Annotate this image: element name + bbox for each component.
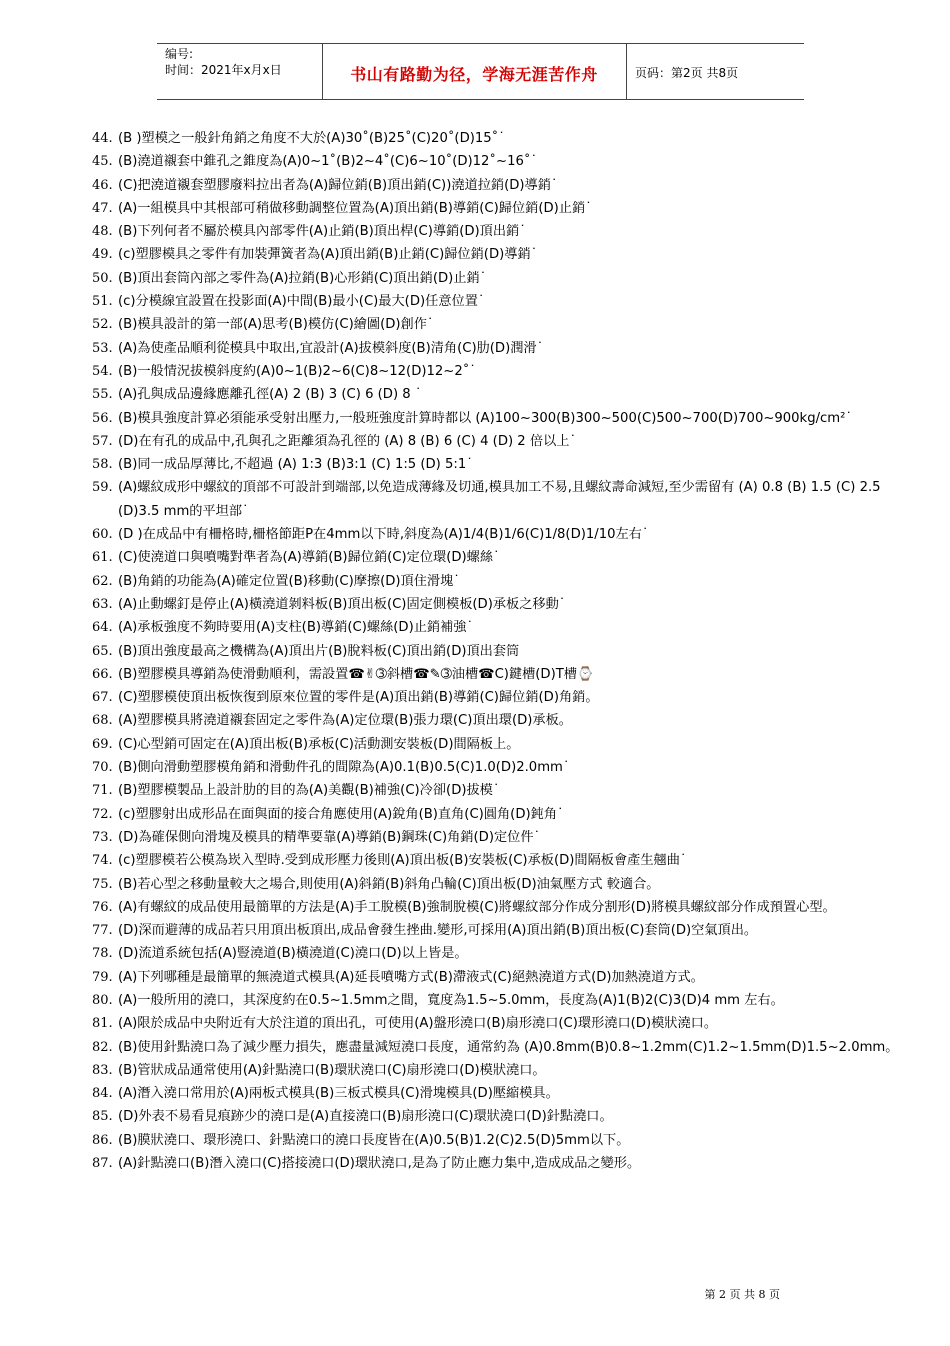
question-number: 72.	[92, 806, 113, 822]
question-text: (B)模具設計的第一部(A)思考(B)模仿(C)繪圖(D)創作˙	[118, 317, 434, 333]
question-item	[92, 849, 902, 872]
question-number: 80.	[92, 992, 113, 1008]
question-number: 65.	[92, 643, 113, 659]
question-item	[92, 593, 902, 616]
question-number: 69.	[92, 736, 113, 752]
question-item	[92, 709, 902, 732]
header-motto: 书山有路勤为径，学海无涯苦作舟	[350, 65, 598, 84]
header-divider	[626, 43, 627, 100]
question-number: 82.	[92, 1039, 113, 1055]
question-text: (B)模具強度計算必須能承受射出壓力,一般班強度計算時都以 (A)100~300(B)300~500(C)500~700(D)700~900kg/cm²˙	[118, 410, 852, 426]
question-item	[92, 1012, 902, 1035]
question-item	[92, 1129, 902, 1152]
question-number: 51.	[92, 294, 113, 310]
question-item	[92, 546, 902, 569]
question-item	[92, 942, 902, 965]
question-number: 73.	[92, 829, 113, 845]
question-item	[92, 220, 902, 243]
question-list	[92, 127, 902, 1175]
question-item	[92, 407, 902, 430]
question-text: (C)塑膠模使頂出板恢復到原來位置的零件是(A)頂出銷(B)導銷(C)歸位銷(D)角銷。	[118, 690, 599, 706]
header-page-info: 页码：第2页 共8页	[635, 66, 739, 80]
question-text: (A)螺紋成形中螺紋的頂部不可設計到端部,以免造成薄緣及切通,模具加工不易,且螺紋壽命減短,至少需留有 (A) 0.8 (B) 1.5 (C) 2.5 (D)3.5 mm的平坦部˙	[118, 480, 881, 519]
question-item	[92, 1036, 902, 1059]
question-text: (C)使澆道口與噴嘴對準者為(A)導銷(B)歸位銷(C)定位環(D)螺絲˙	[118, 550, 500, 566]
question-text: (A)止動螺釘是停止(A)橫澆道剝料板(B)頂出板(C)固定側模板(D)承板之移動˙	[118, 596, 566, 612]
question-text: (B)若心型之移動量較大之場合,則使用(A)斜銷(B)斜角凸輪(C)頂出板(D)油氣壓方式 較適合。	[118, 876, 660, 892]
question-text: (B)頂出套筒內部之零件為(A)拉銷(B)心形銷(C)頂出銷(D)止銷˙	[118, 270, 487, 286]
question-item	[92, 663, 902, 686]
question-text: (B)管狀成品通常使用(A)針點澆口(B)環狀澆口(C)扇形澆口(D)模狀澆口。	[118, 1062, 546, 1078]
question-item	[92, 756, 902, 779]
question-text: (D)在有孔的成品中,孔與孔之距離須為孔徑的 (A) 8 (B) 6 (C) 4 (D) 2 倍以上˙	[118, 433, 577, 449]
question-item	[92, 337, 902, 360]
question-number: 78.	[92, 946, 113, 962]
question-number: 59.	[92, 480, 113, 496]
question-text: (c)塑膠射出成形品在面與面的接合角應使用(A)銳角(B)直角(C)圓角(D)鈍角˙	[118, 806, 564, 822]
question-number: 63.	[92, 596, 113, 612]
question-number: 81.	[92, 1016, 113, 1032]
question-number: 67.	[92, 690, 113, 706]
question-number: 46.	[92, 177, 113, 193]
question-text: (B)頂出強度最高之機構為(A)頂出片(B)脫料板(C)頂出銷(D)頂出套筒	[118, 643, 520, 659]
question-item	[92, 826, 902, 849]
question-text: (c)塑膠模具之零件有加裝彈簧者為(A)頂出銷(B)止銷(C)歸位銷(D)導銷˙	[118, 247, 538, 263]
question-item	[92, 966, 902, 989]
question-text: (A)有螺紋的成品使用最簡單的方法是(A)手工脫模(B)強制脫模(C)將螺紋部分作成分割形(D)將模具螺紋部分作成預置心型。	[118, 899, 836, 915]
question-item	[92, 290, 902, 313]
question-item	[92, 313, 902, 336]
question-item	[92, 360, 902, 383]
question-item	[92, 686, 902, 709]
question-item	[92, 430, 902, 453]
question-number: 44.	[92, 131, 113, 146]
header-top-rule	[157, 43, 804, 44]
question-item	[92, 174, 902, 197]
question-item	[92, 523, 902, 546]
question-item	[92, 896, 902, 919]
question-text: (A)下列哪種是最簡單的無澆道式模具(A)延長噴嘴方式(B)滯液式(C)絕熱澆道方式(D)加熱澆道方式。	[118, 969, 704, 985]
question-text: (c)塑膠模若公模為崁入型時.受到成形壓力後則(A)頂出板(B)安裝板(C)承板(D)間隔板會產生翹曲˙	[118, 853, 687, 869]
question-number: 62.	[92, 573, 113, 589]
question-item	[92, 453, 902, 476]
page-header	[157, 43, 804, 100]
question-number: 60.	[92, 527, 113, 543]
question-item	[92, 1105, 902, 1128]
question-number: 55.	[92, 387, 113, 403]
question-number: 53.	[92, 340, 113, 356]
question-item	[92, 873, 902, 896]
question-text: (B)角銷的功能為(A)確定位置(B)移動(C)摩擦(D)頂住滑塊˙	[118, 573, 460, 589]
question-text: (B)膜狀澆口、環形澆口、針點澆口的澆口長度皆在(A)0.5(B)1.2(C)2.5(D)5mm以下。	[118, 1132, 630, 1148]
header-bottom-rule	[157, 99, 804, 100]
question-text: (D)深而避薄的成品若只用頂出板頂出,成品會發生挫曲.變形,可採用(A)頂出銷(B)頂出板(C)套筒(D)空氣頂出。	[118, 923, 758, 939]
question-text: (A)塑膠模具將澆道襯套固定之零件為(A)定位環(B)張力環(C)頂出環(D)承板。	[118, 713, 572, 729]
question-text: (C)把澆道襯套塑膠廢料拉出者為(A)歸位銷(B)頂出銷(C))澆道拉銷(D)導銷˙	[118, 177, 558, 193]
question-number: 58.	[92, 457, 113, 473]
question-item	[92, 919, 902, 942]
question-number: 57.	[92, 433, 113, 449]
question-number: 56.	[92, 410, 113, 426]
question-number: 52.	[92, 317, 113, 333]
question-number: 76.	[92, 899, 113, 915]
header-time-label: 时间：2021年x月x日	[165, 63, 282, 77]
question-number: 84.	[92, 1086, 113, 1102]
question-text: (A)一組模具中其根部可稍做移動調整位置為(A)頂出銷(B)導銷(C)歸位銷(D)止銷˙	[118, 200, 592, 216]
question-item	[92, 1059, 902, 1082]
question-item	[92, 1152, 902, 1175]
page-footer: 第 2 页 共 8 页	[704, 1288, 780, 1301]
question-text: (A)潛入澆口常用於(A)兩板式模具(B)三板式模具(C)滑塊模具(D)壓縮模具。	[118, 1086, 559, 1102]
question-text: (D)為確保側向滑塊及模具的精準要靠(A)導銷(B)鋼珠(C)角銷(D)定位件˙	[118, 829, 541, 845]
question-text: (B)塑膠模製品上設計肋的目的為(A)美觀(B)補強(C)冷卻(D)拔模˙	[118, 783, 500, 799]
question-text: (D )在成品中有柵格時,柵格節距P在4mm以下時,斜度為(A)1/4(B)1/6(C)1/8(D)1/10左右˙	[118, 527, 649, 543]
question-item	[92, 476, 902, 523]
question-text: (C)心型銷可固定在(A)頂出板(B)承板(C)活動測安裝板(D)間隔板上。	[118, 736, 520, 752]
question-number: 70.	[92, 760, 113, 776]
question-number: 74.	[92, 853, 113, 869]
question-number: 71.	[92, 783, 113, 799]
question-text: (B)同一成品厚薄比,不超過 (A) 1:3 (B)3:1 (C) 1:5 (D) 5:1˙	[118, 457, 473, 473]
question-item	[92, 383, 902, 406]
question-item	[92, 570, 902, 593]
question-text: (A)限於成品中央附近有大於注道的頂出孔，可使用(A)盤形澆口(B)扇形澆口(C)環形澆口(D)模狀澆口。	[118, 1016, 718, 1032]
question-number: 48.	[92, 224, 113, 240]
question-text: (A)一般所用的澆口，其深度約在0.5~1.5mm之間，寬度為1.5~5.0mm，長度為(A)1(B)2(C)3(D)4 mm 左右。	[118, 992, 784, 1008]
question-text: (B)側向滑動塑膠模角銷和滑動件孔的間隙為(A)0.1(B)0.5(C)1.0(D)2.0mm˙	[118, 760, 570, 776]
question-number: 86.	[92, 1132, 113, 1148]
question-item	[92, 803, 902, 826]
question-item	[92, 243, 902, 266]
question-number: 68.	[92, 713, 113, 729]
question-number: 83.	[92, 1062, 113, 1078]
question-number: 77.	[92, 923, 113, 939]
question-number: 54.	[92, 363, 113, 379]
question-text: (B)一般情況拔模斜度約(A)0~1(B)2~6(C)8~12(D)12~2˚˙	[118, 363, 476, 379]
question-number: 61.	[92, 550, 113, 566]
question-item	[92, 127, 902, 150]
question-text: (B)澆道襯套中錐孔之錐度為(A)0~1˚(B)2~4˚(C)6~10˚(D)12˚~16˚˙	[118, 154, 538, 170]
header-number-label: 编号:	[165, 47, 194, 61]
question-text: (A)為使產品順利從模具中取出,宜設計(A)拔模斜度(B)清角(C)肋(D)潤滑˙	[118, 340, 544, 356]
question-item	[92, 150, 902, 173]
question-number: 64.	[92, 620, 113, 636]
question-number: 75.	[92, 876, 113, 892]
header-meta	[165, 46, 282, 78]
question-item	[92, 779, 902, 802]
question-text: (B)使用針點澆口為了減少壓力損失，應盡量減短澆口長度，通常約為 (A)0.8mm(B)0.8~1.2mm(C)1.2~1.5mm(D)1.5~2.0mm。	[118, 1039, 899, 1055]
question-text: (D)流道系統包括(A)豎澆道(B)橫澆道(C)澆口(D)以上皆是。	[118, 946, 468, 962]
question-item	[92, 267, 902, 290]
question-number: 45.	[92, 154, 113, 170]
question-number: 47.	[92, 200, 113, 216]
question-item	[92, 197, 902, 220]
question-item	[92, 989, 902, 1012]
question-text: (A)孔與成品邊緣應離孔徑(A) 2 (B) 3 (C) 6 (D) 8 ˙	[118, 387, 422, 403]
question-text: (D)外表不易看見痕跡少的澆口是(A)直接澆口(B)扇形澆口(C)環狀澆口(D)針點澆口。	[118, 1109, 613, 1125]
question-text: (A)承板強度不夠時要用(A)支柱(B)導銷(C)螺絲(D)止銷補強˙	[118, 620, 474, 636]
question-number: 49.	[92, 247, 113, 263]
question-number: 66.	[92, 666, 113, 682]
question-text: (B)下列何者不屬於模具內部零件(A)止銷(B)頂出桿(C)導銷(D)頂出銷˙	[118, 224, 526, 240]
question-text: (B )塑模之一般針角銷之角度不大於(A)30˚(B)25˚(C)20˚(D)15˚˙	[118, 131, 505, 146]
question-item	[92, 616, 902, 639]
question-text: (c)分模線宜設置在投影面(A)中間(B)最小(C)最大(D)任意位置˙	[118, 294, 485, 310]
question-number: 85.	[92, 1109, 113, 1125]
question-item	[92, 1082, 902, 1105]
question-item	[92, 640, 902, 663]
question-text: (A)針點澆口(B)潛入澆口(C)搭接澆口(D)環狀澆口,是為了防止應力集中,造成成品之變形。	[118, 1156, 641, 1172]
question-text: (B)塑膠模具導銷為使滑動順利，需設置☎✌➂斜槽☎✎➂油槽☎C)鍵槽(D)T槽⌚	[118, 666, 594, 682]
question-number: 79.	[92, 969, 113, 985]
question-number: 87.	[92, 1156, 113, 1172]
question-item	[92, 733, 902, 756]
question-number: 50.	[92, 270, 113, 286]
